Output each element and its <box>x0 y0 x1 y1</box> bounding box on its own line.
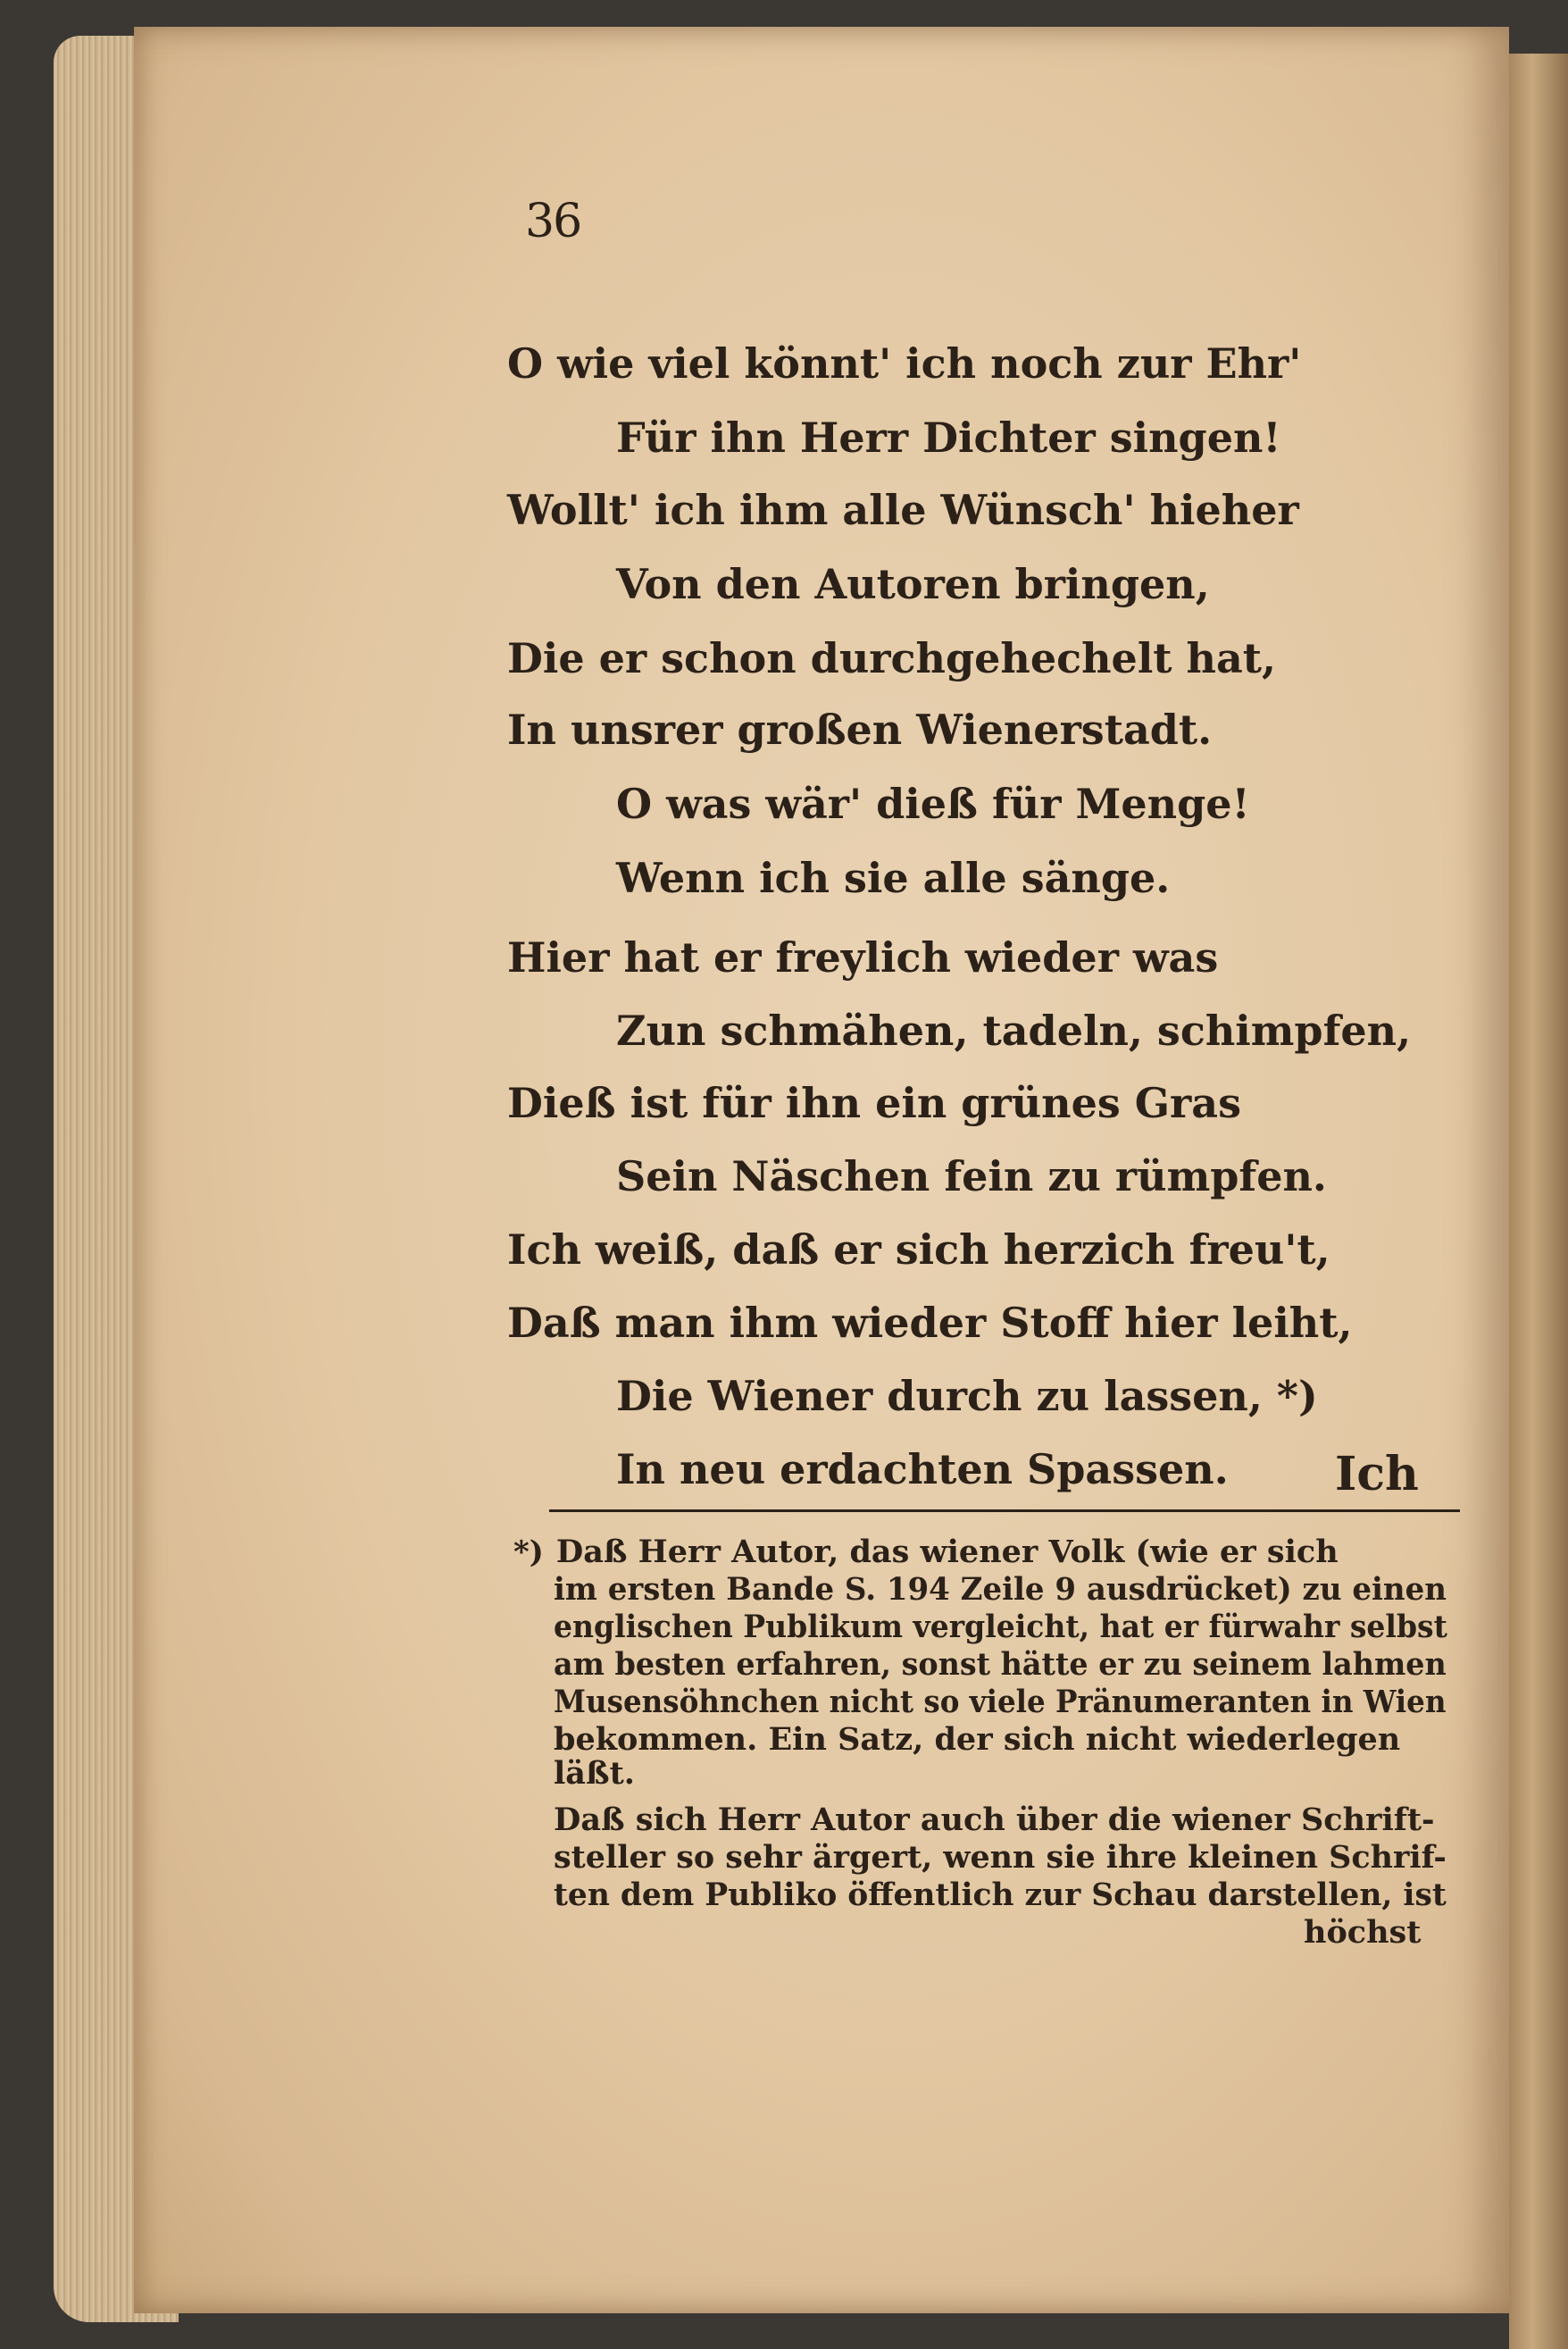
footnote-line: ten dem Publiko öffentlich zur Schau darstellen, ist <box>554 1877 1447 1913</box>
verse-line: Dieß ist für ihn ein grünes Gras <box>507 1079 1241 1127</box>
verse-line: In neu erdachten Spassen. <box>616 1445 1229 1493</box>
verse-line: Daß man ihm wieder Stoff hier leiht, <box>507 1299 1353 1347</box>
verse-line: Hier hat er freylich wieder was <box>507 933 1219 982</box>
verse-line: Ich weiß, daß er sich herzich freu't, <box>507 1225 1330 1274</box>
catchword: Ich <box>1335 1447 1419 1501</box>
footnote-line: Daß sich Herr Autor auch über die wiener Schrift- <box>554 1801 1435 1838</box>
verse-line: Sein Näschen fein zu rümpfen. <box>616 1152 1327 1200</box>
footnote-line: Musensöhnchen nicht so viele Pränumeranten in Wien <box>554 1684 1447 1720</box>
verse-line: Wollt' ich ihm alle Wünsch' hieher <box>507 486 1299 534</box>
footnote-rule <box>549 1509 1460 1512</box>
verse-line: Von den Autoren bringen, <box>616 560 1210 608</box>
page-number: 36 <box>525 195 581 248</box>
footnote-marker: *) <box>513 1534 544 1570</box>
verse-line: O wie viel könnt' ich noch zur Ehr' <box>507 339 1302 388</box>
facing-page-edge <box>1509 54 1568 2349</box>
footnote-line: am besten erfahren, sonst hätte er zu seinem lahmen <box>554 1646 1447 1683</box>
footnote-line: steller so sehr ärgert, wenn sie ihre kleinen Schrif- <box>554 1839 1447 1876</box>
verse-line: Für ihn Herr Dichter singen! <box>616 414 1281 462</box>
footnote-line: läßt. <box>554 1755 635 1792</box>
footnote-first-line <box>513 1534 1339 1570</box>
footnote-line: im ersten Bande S. 194 Zeile 9 ausdrücket) zu einen <box>554 1571 1447 1608</box>
verse-line: O was wär' dieß für Menge! <box>616 780 1250 828</box>
footnote-line: englischen Publikum vergleicht, hat er fürwahr selbst <box>554 1609 1447 1645</box>
verse-line: Die er schon durchgehechelt hat, <box>507 634 1277 682</box>
footnote-line: Daß Herr Autor, das wiener Volk (wie er sich <box>555 1534 1339 1570</box>
footnote-line: bekommen. Ein Satz, der sich nicht wiederlegen <box>554 1721 1401 1758</box>
footnote-line: höchst <box>1304 1914 1422 1951</box>
verse-line: Wenn ich sie alle sänge. <box>616 854 1171 902</box>
verse-line: In unsrer großen Wienerstadt. <box>507 706 1213 754</box>
verse-line: Die Wiener durch zu lassen, *) <box>616 1372 1318 1420</box>
book-page <box>134 27 1509 2313</box>
page-content <box>134 27 1509 2313</box>
verse-line: Zun schmähen, tadeln, schimpfen, <box>616 1007 1412 1055</box>
